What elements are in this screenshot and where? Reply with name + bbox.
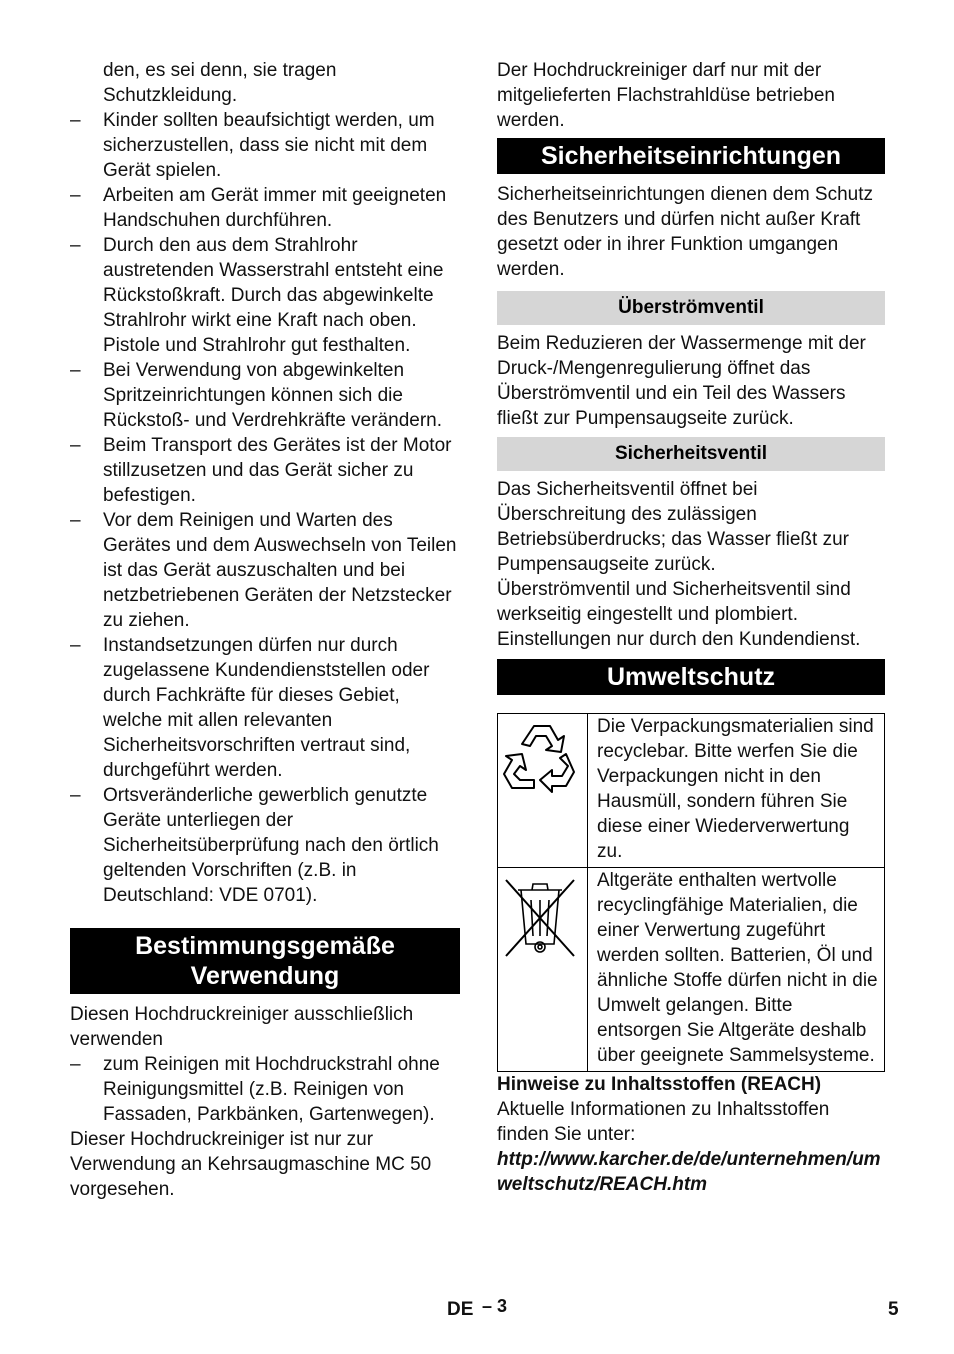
environment-table — [497, 713, 885, 1072]
list-item: – Arbeiten am Gerät immer mit geeigneten Handschuhen durchführen. — [70, 183, 460, 233]
recycle-cell — [498, 714, 588, 868]
use-outro: Dieser Hochdruckreiniger ist nur zur Verwendung an Kehrsaugmaschine MC 50 vorgesehen. — [70, 1129, 432, 1200]
right-column — [497, 58, 885, 1197]
reach-text: Aktuelle Informationen zu Inhaltsstoffen finden Sie unter: — [497, 1099, 830, 1145]
list-item: – Bei Verwendung von abgewinkelten Spritzeinrichtungen können sich die Rückstoß- und Verdrehkräfte verändern. — [70, 358, 460, 433]
overflow-valve-text: Beim Reduzieren der Wassermenge mit der Druck-/Mengenregulierung öffnet das Überströmventil und ein Teil des Wassers fließt zur Pumpensaugseite zurück. — [497, 333, 866, 429]
list-item: – zum Reinigen mit Hochdruckstrahl ohne Reinigungsmittel (z.B. Reinigen von Fassaden, Parkbänken, Gartenwegen). — [70, 1052, 460, 1127]
nozzle-note: Der Hochdruckreiniger darf nur mit der mitgelieferten Flachstrahldüse betrieben werden. — [497, 60, 835, 131]
list-item: – Ortsveränderliche gewerblich genutzte Geräte unterliegen der Sicherheitsüberprüfung nach den örtlich geltenden Vorschriften (z.B. in Deutschland: VDE 0701). — [70, 783, 460, 908]
heading-intended-use: Bestimmungsgemäße Verwendung — [70, 928, 460, 994]
crossed-bin-icon — [498, 868, 587, 958]
reach-link[interactable]: http://www.karcher.de/de/unternehmen/umweltschutz/REACH.htm — [497, 1149, 881, 1195]
heading-safety-devices: Sicherheitseinrichtungen — [497, 138, 885, 174]
reach-heading: Hinweise zu Inhaltsstoffen (REACH) — [497, 1074, 822, 1095]
weee-text: Altgeräte enthalten wertvolle recyclingfähige Materialien, die einer Verwertung zugeführt werden sollten. Batterien, Öl und ähnliche Stoffe dürfen nicht in die Umwelt gelangen. Bitte entsorgen Sie Altgeräte deshalb über geeignete Sammelsysteme. — [588, 868, 885, 1072]
list-item: – Instandsetzungen dürfen nur durch zugelassene Kundendienststellen oder durch Fachkräfte für dieses Gebiet, welche mit allen relevanten Sicherheitsvorschriften vertraut sind, durchgeführt werden. — [70, 633, 460, 783]
recycle-icon — [498, 714, 587, 814]
footer-page-number: 5 — [888, 1299, 899, 1320]
list-item: – Vor dem Reinigen und Warten des Gerätes und dem Auswechseln von Teilen ist das Gerät auszuschalten und bei netzbetriebenen Geräten der Netzstecker zu ziehen. — [70, 508, 460, 633]
table-row — [498, 714, 885, 868]
footer-section-page: – 3 — [482, 1296, 508, 1316]
safety-devices-text: Sicherheitseinrichtungen dienen dem Schutz des Benutzers und dürfen nicht außer Kraft gesetzt oder in ihrer Funktion umgangen werden. — [497, 184, 874, 280]
safety-valve-text: Das Sicherheitsventil öffnet bei Überschreitung des zulässigen Betriebsüberdrucks; das Wasser fließt zur Pumpensaugseite zurück. — [497, 479, 849, 575]
subheading-overflow-valve: Überströmventil — [497, 291, 885, 325]
list-item: – Beim Transport des Gerätes ist der Motor stillzusetzen und das Gerät sicher zu befestigen. — [70, 433, 460, 508]
subheading-safety-valve: Sicherheitsventil — [497, 437, 885, 471]
list-item: – Kinder sollten beaufsichtigt werden, um sicherzustellen, dass sie nicht mit dem Gerät spielen. — [70, 108, 460, 183]
footer-language: DE — [447, 1299, 474, 1320]
weee-cell — [498, 868, 588, 1072]
recycle-text: Die Verpackungsmaterialien sind recyclebar. Bitte werfen Sie die Verpackungen nicht in den Hausmüll, sondern führen Sie diese einer Wiederverwertung zu. — [588, 714, 885, 868]
heading-environment: Umweltschutz — [497, 659, 885, 695]
table-row — [498, 868, 885, 1072]
safety-valve-settings: Überströmventil und Sicherheitsventil sind werkseitig eingestellt und plombiert. Einstellungen nur durch den Kundendienst. — [497, 579, 861, 650]
list-item: – Durch den aus dem Strahlrohr austretenden Wasserstrahl entsteht eine Rückstoßkraft. Durch das abgewinkelte Strahlrohr wirkt eine Kraft nach oben. Pistole und Strahlrohr gut festhalten. — [70, 233, 460, 358]
left-column — [70, 58, 460, 1202]
use-intro: Diesen Hochdruckreiniger ausschließlich verwenden — [70, 1004, 414, 1050]
paragraph-continuation: den, es sei denn, sie tragen Schutzkleidung. — [103, 60, 337, 106]
